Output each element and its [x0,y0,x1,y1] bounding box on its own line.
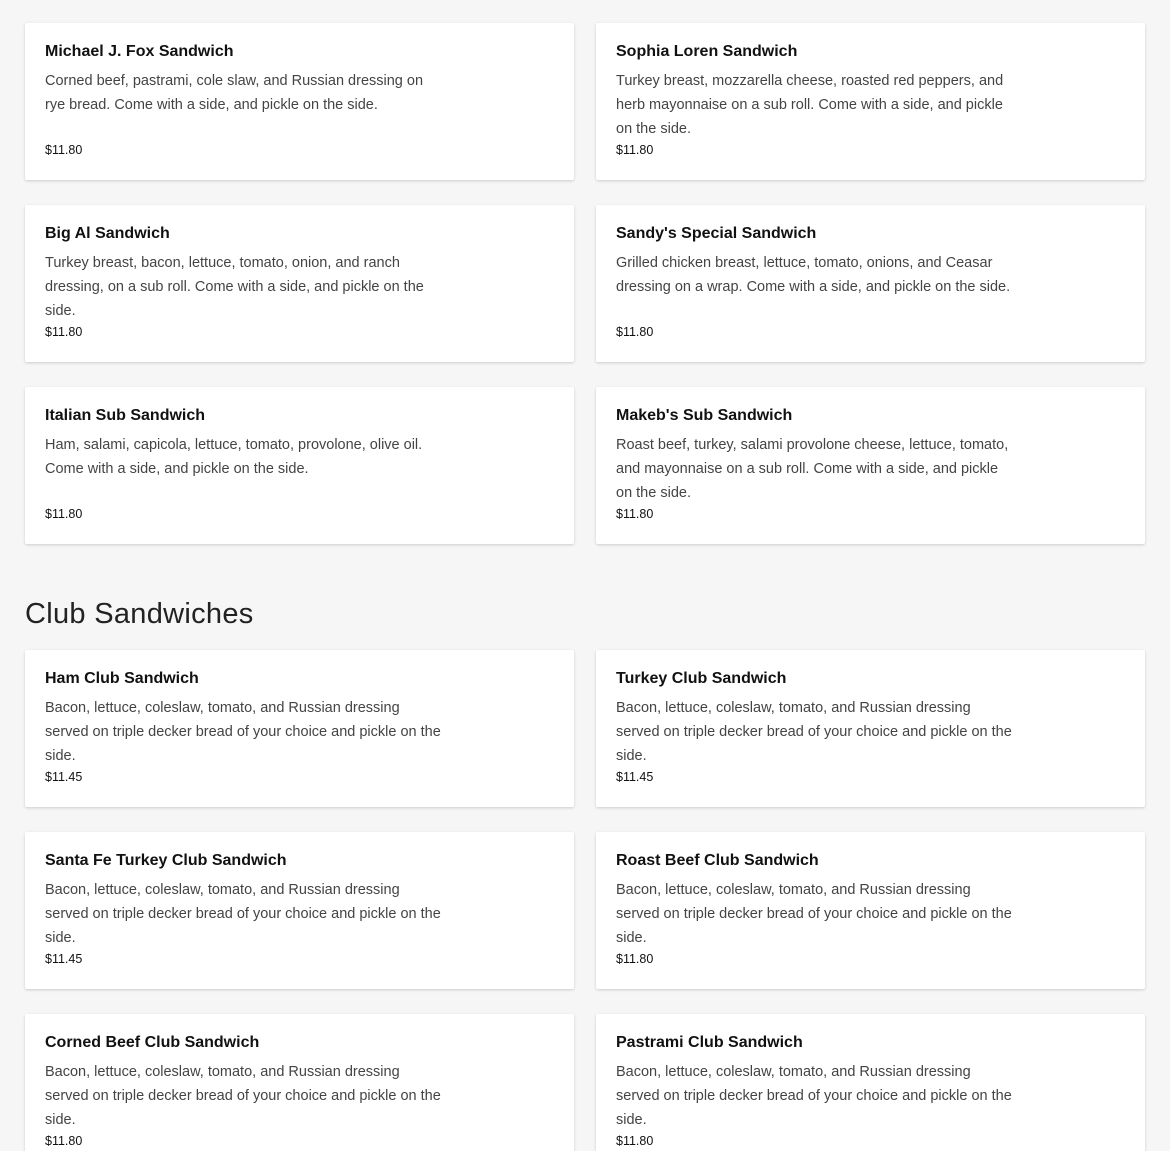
menu-item-name: Turkey Club Sandwich [616,670,787,687]
menu-item-card[interactable] [596,832,1145,989]
menu-items-grid [0,0,1170,544]
menu-item-name: Pastrami Club Sandwich [616,1034,803,1051]
menu-item-price: $11.80 [45,325,83,339]
menu-item-name: Sandy's Special Sandwich [616,225,817,242]
menu-item-card[interactable] [596,205,1145,362]
menu-item-price: $11.80 [616,952,654,966]
menu-item-description: Bacon, lettuce, coleslaw, tomato, and Russian dressing served on triple decker bread of your choice and pickle on the side. [45,1064,441,1128]
menu-item-card[interactable] [25,650,574,807]
menu-item-card[interactable] [25,832,574,989]
menu-item-description: Turkey breast, bacon, lettuce, tomato, onion, and ranch dressing, on a sub roll. Come with a side, and pickle on the side. [45,255,424,319]
menu-item-price: $11.80 [616,143,654,157]
menu-item-name: Michael J. Fox Sandwich [45,43,234,60]
menu-item-card[interactable] [25,1014,574,1151]
menu-item-name: Corned Beef Club Sandwich [45,1034,260,1051]
section-title: Club Sandwiches [25,598,254,630]
menu-item-price: $11.80 [45,143,83,157]
menu-item-price: $11.45 [616,770,654,784]
menu-item-name: Italian Sub Sandwich [45,407,206,424]
menu-item-description: Bacon, lettuce, coleslaw, tomato, and Russian dressing served on triple decker bread of your choice and pickle on the side. [45,882,441,946]
menu-item-description: Bacon, lettuce, coleslaw, tomato, and Russian dressing served on triple decker bread of your choice and pickle on the side. [616,1064,1012,1128]
menu-item-card[interactable] [596,387,1145,544]
menu-item-card[interactable] [596,650,1145,807]
menu-item-price: $11.80 [616,1134,654,1148]
menu-item-card[interactable] [25,205,574,362]
menu-item-price: $11.80 [616,507,654,521]
menu-item-description: Bacon, lettuce, coleslaw, tomato, and Russian dressing served on triple decker bread of your choice and pickle on the side. [616,882,1012,946]
menu-item-card[interactable] [596,1014,1145,1151]
menu-item-description: Ham, salami, capicola, lettuce, tomato, provolone, olive oil. Come with a side, and pickle on the side. [45,437,423,477]
menu-item-description: Bacon, lettuce, coleslaw, tomato, and Russian dressing served on triple decker bread of your choice and pickle on the side. [45,700,441,764]
menu-item-name: Sophia Loren Sandwich [616,43,798,60]
menu-items-grid [0,650,1170,1151]
menu-item-description: Turkey breast, mozzarella cheese, roasted red peppers, and herb mayonnaise on a sub roll. Come with a side, and pickle on the side. [616,73,1004,137]
menu-item-price: $11.45 [45,952,83,966]
menu-item-name: Big Al Sandwich [45,225,170,242]
menu-item-name: Santa Fe Turkey Club Sandwich [45,852,287,869]
menu-item-description: Grilled chicken breast, lettuce, tomato, onions, and Ceasar dressing on a wrap. Come with a side, and pickle on the side. [616,255,1011,295]
menu-item-name: Makeb's Sub Sandwich [616,407,793,424]
menu-item-description: Corned beef, pastrami, cole slaw, and Russian dressing on rye bread. Come with a side, and pickle on the side. [45,73,424,113]
menu-item-price: $11.45 [45,770,83,784]
menu-item-price: $11.80 [45,507,83,521]
menu-item-card[interactable] [596,23,1145,180]
menu-item-price: $11.80 [45,1134,83,1148]
menu-item-card[interactable] [25,23,574,180]
menu-item-price: $11.80 [616,325,654,339]
menu-item-card[interactable] [25,387,574,544]
menu-item-name: Ham Club Sandwich [45,670,199,687]
menu-item-name: Roast Beef Club Sandwich [616,852,819,869]
menu-item-description: Roast beef, turkey, salami provolone cheese, lettuce, tomato, and mayonnaise on a sub roll. Come with a side, and pickle on the side. [616,437,1009,501]
menu-item-description: Bacon, lettuce, coleslaw, tomato, and Russian dressing served on triple decker bread of your choice and pickle on the side. [616,700,1012,764]
